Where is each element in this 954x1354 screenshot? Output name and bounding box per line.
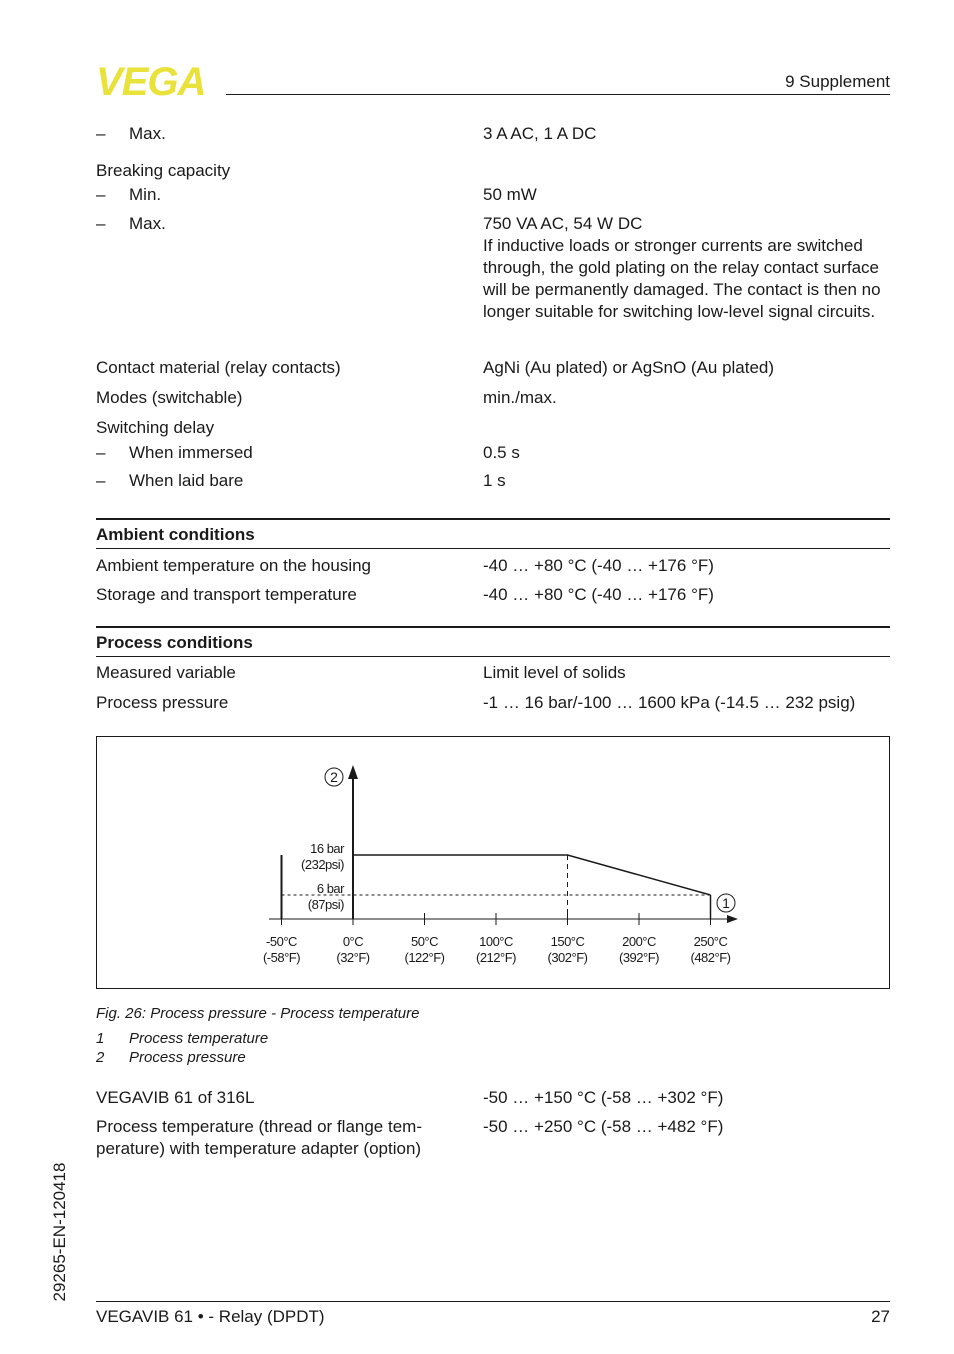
footer-page: 27 bbox=[871, 1307, 890, 1326]
modes-label: Modes (switchable) bbox=[96, 388, 243, 407]
vegavib-temp-label: VEGAVIB 61 of 316L bbox=[96, 1088, 255, 1107]
max-current-value: 3 A AC, 1 A DC bbox=[483, 124, 597, 143]
x-tick-label: (482°F) bbox=[690, 950, 731, 965]
laid-bare-label: When laid bare bbox=[129, 471, 244, 490]
dash-bullet: – bbox=[96, 443, 106, 462]
x-axis-arrow bbox=[727, 915, 738, 923]
breaking-max-value: 750 VA AC, 54 W DC bbox=[483, 214, 643, 233]
figure-frame bbox=[96, 736, 890, 989]
ambient-storage-value: -40 … +80 °C (-40 … +176 °F) bbox=[483, 585, 714, 604]
x-tick-label: 200°C bbox=[622, 934, 656, 949]
y-tick-label: 6 bar bbox=[316, 881, 344, 896]
x-tick-label: 250°C bbox=[693, 934, 728, 949]
measured-variable-value: Limit level of solids bbox=[483, 663, 626, 682]
section-rule bbox=[96, 518, 890, 520]
dash-bullet: – bbox=[96, 471, 106, 490]
max-current-label: Max. bbox=[129, 124, 166, 143]
process-title: Process conditions bbox=[96, 633, 253, 652]
x-tick-label: 100°C bbox=[479, 934, 513, 949]
dash-bullet: – bbox=[96, 124, 106, 143]
x-tick-label: -50°C bbox=[266, 934, 297, 949]
y-tick-label: (87psi) bbox=[307, 897, 344, 912]
x-tick-label: 50°C bbox=[410, 934, 439, 949]
modes-value: min./max. bbox=[483, 388, 557, 407]
breaking-min-label: Min. bbox=[129, 185, 162, 204]
adapter-temp-value: -50 … +250 °C (-58 … +482 °F) bbox=[483, 1117, 724, 1136]
section-subrule bbox=[96, 548, 890, 549]
switching-delay-title: Switching delay bbox=[96, 418, 215, 437]
x-tick-label: 0°C bbox=[342, 934, 364, 949]
pressure-temperature-chart bbox=[97, 737, 889, 988]
vega-logo bbox=[96, 64, 220, 98]
x-tick-label: (212°F) bbox=[476, 950, 516, 965]
vegavib-temp-value: -50 … +150 °C (-58 … +302 °F) bbox=[483, 1088, 724, 1107]
dash-bullet: – bbox=[96, 214, 106, 233]
immersed-label: When immersed bbox=[129, 443, 253, 462]
figure-caption: Fig. 26: Process pressure - Process temperature bbox=[96, 1005, 420, 1022]
adapter-temp-label: Process temperature (thread or flange tem-perature) with temperature adapter (option) bbox=[96, 1117, 422, 1158]
x-tick-label: 150°C bbox=[550, 934, 585, 949]
contact-material-label: Contact material (relay contacts) bbox=[96, 358, 341, 377]
marker-label: 1 bbox=[722, 895, 730, 911]
section-subrule bbox=[96, 656, 890, 657]
breaking-capacity-title: Breaking capacity bbox=[96, 161, 231, 180]
process-pressure-label: Process pressure bbox=[96, 693, 229, 712]
breaking-min-value: 50 mW bbox=[483, 185, 537, 204]
process-pressure-value: -1 … 16 bar/-100 … 1600 kPa (-14.5 … 232 psig) bbox=[483, 693, 856, 712]
marker-label: 2 bbox=[330, 769, 338, 785]
legend-num: 2 bbox=[96, 1049, 105, 1066]
dash-bullet: – bbox=[96, 185, 106, 204]
y-axis-arrow bbox=[348, 765, 358, 779]
x-tick-label: (392°F) bbox=[619, 950, 659, 965]
ambient-housing-value: -40 … +80 °C (-40 … +176 °F) bbox=[483, 556, 714, 575]
laid-bare-value: 1 s bbox=[483, 471, 506, 490]
header-section: 9 Supplement bbox=[785, 72, 890, 91]
ambient-storage-label: Storage and transport temperature bbox=[96, 585, 357, 604]
breaking-max-label: Max. bbox=[129, 214, 166, 233]
legend-text: Process pressure bbox=[129, 1049, 246, 1066]
ambient-title: Ambient conditions bbox=[96, 525, 255, 544]
legend-num: 1 bbox=[96, 1030, 105, 1047]
y-tick-label: 16 bar bbox=[310, 841, 344, 856]
x-tick-label: (32°F) bbox=[336, 950, 370, 965]
ambient-housing-label: Ambient temperature on the housing bbox=[96, 556, 372, 575]
breaking-max-note: If inductive loads or stronger currents are switched through, the gold plating on the relay contact surface will be permanently damaged. The contact is then no longer suitable for switching low-level signal circuits. bbox=[483, 236, 881, 321]
measured-variable-label: Measured variable bbox=[96, 663, 236, 682]
legend-text: Process temperature bbox=[129, 1030, 269, 1047]
document-code: 29265-EN-120418 bbox=[50, 1162, 69, 1302]
pressure-limit-line bbox=[353, 855, 711, 895]
y-tick-label: (232psi) bbox=[301, 857, 344, 872]
header-rule bbox=[226, 94, 890, 95]
footer-product: VEGAVIB 61 • - Relay (DPDT) bbox=[96, 1307, 325, 1326]
x-tick-label: (122°F) bbox=[404, 950, 445, 965]
x-tick-label: (302°F) bbox=[547, 950, 588, 965]
x-tick-label: (-58°F) bbox=[262, 950, 301, 965]
vega-logo-text: VEGA bbox=[96, 64, 206, 98]
section-rule bbox=[96, 626, 890, 628]
footer-rule bbox=[96, 1301, 890, 1302]
contact-material-value: AgNi (Au plated) or AgSnO (Au plated) bbox=[483, 358, 775, 377]
immersed-value: 0.5 s bbox=[483, 443, 520, 462]
